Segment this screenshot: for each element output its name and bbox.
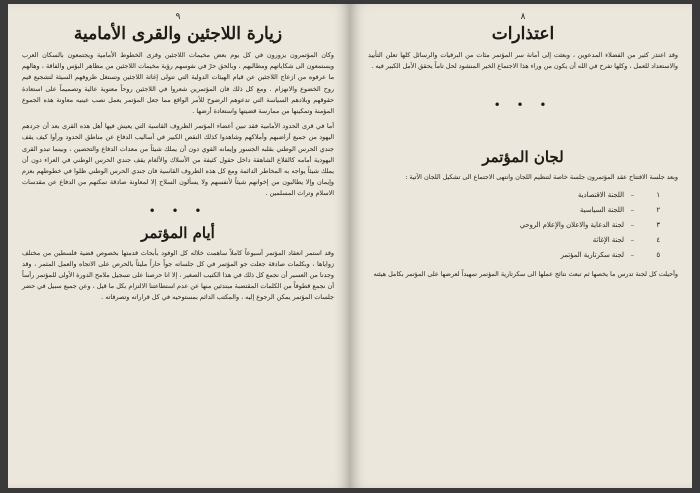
visit-title: زيارة اللاجئين والقرى الأمامية (73, 24, 283, 44)
page-number: ٩ (175, 12, 181, 22)
committees-outro: وأحيلت كل لجنة تدرس ما يخصها ثم تبعث نتائج عملها الى سكرتارية المؤتمر تمهيداً لعرضها على المؤتمر بكامل هيئته (373, 269, 678, 278)
days-paragraph: وقد استمر انعقاد المؤتمر أسبوعاً كاملاً ساهمت خلاله كل الوفود بأبحاث قدمتها بخصوص قضية فلسطين من مختلف زواياها ، وبكلمات صادقة جعلت جو المؤتمر في كل جلساته جواً حاراً مليئاً بالحرص على الاتجاه والعمل المثمر ، وقد وجدنا من العسير أن نجمع كل ذلك في هذا الكتيب الصغير ، إلا انا حرصنا على تسجيل ملامح الدورة الأولى للمؤتمر رأساً أن نجمع قطوفاً من الكلمات المقتضبة مبتدئين منها عن عدم استطاعتنا الالتزام بكل ما قيل ، وعن جميع سبيل في حضر جلسات المؤتمر يمكن الرجوع إليه ، والمكتب الدائم بمستوحيه في كل قراراته وتصرفاته . (22, 248, 334, 302)
page-number: ٨ (520, 12, 526, 22)
list-item: ٣ – لجنة الدعاية والاعلان والإعلام الروحي (519, 220, 660, 229)
apology-title: اعتذارات (491, 24, 555, 44)
visit-paragraph-1: وكان المؤتمرون يزورون في كل يوم بعض مخيمات اللاجئين وقرى الخطوط الأمامية ويجتمعون بالسكان العرب ويستمعون الى شكاياتهم ومطالبهم ، وبالحق حرّ في نفوسهم رؤية مخيمات اللاجئين من مظاهر البؤس والفاقة ، وهالهم ما عرفوه من ازعاج اللاجئين عن قيام الهيئات الدولية التي تتولى إغاثة اللاجئين وتستغل ظروفهم السيئة لتشجيع قيم روح الخضوع والانهزام . ومع كل ذلك فان المؤتمرين شعروا في اللاجئين روحاً معنوية عالية وتصميماً على استعادة حقوقهم وبلادهم السياسة التي تدعوهم الرضوخ للأمر الواقع مما جعل المؤتمر يعمل نصب عينيه معاونة هذه الجموع المؤمنة وتمكينها من ممارسة قضيتها واستعادة أرضها . (22, 51, 334, 116)
list-item: ٤ – لجنة الإغاثة (592, 235, 660, 244)
section-separator: • • • (148, 203, 208, 218)
days-title: أيام المؤتمر (141, 223, 215, 242)
committees-intro: وبعد جلسة الافتتاح عقد المؤتمرون جلسة خاصة لتنظيم اللجان وانتهى الاجتماع الى تشكيل اللجان الآتية : (405, 173, 678, 182)
book-spread (8, 4, 692, 488)
list-item: ٢ – اللجنة السياسية (580, 205, 660, 214)
list-item: ١ – اللجنة الاقتصادية (577, 190, 660, 199)
apology-paragraph: وقد اعتذر كثير من الفضلاء المدعوين ، وبعثت إلى أمانة سر المؤتمر مئات من البرقيات والرسائل كلها تعلن التأييد والاستعداد للعمل ، وكلها تفرح في الله أن يكون من وراء هذا الاجتماع الخير المنشود لحل تاماً يحقق الأمل الكبير فيه . (368, 51, 678, 71)
committees-title: لجان المؤتمر (482, 148, 564, 167)
page-right (350, 4, 692, 488)
visit-paragraph-2: أما في قرى الحدود الأمامية فقد تبين أعضاء المؤتمر الظروف القاسية التي يعيش فيها أهل هذه القرى بعد أن جردهم اليهود من جميع أراضيهم وأملاكهم وشاهدوا كذلك النقص الكبير في أساليب الدفاع عن مناطق الحدود ورأوا كيف يقف جندي الحرس الوطني بقلبه الجسور وإيمانه القوي دون أن يملك شيئاً من معدات الدفاع والتحصين ، وبينما تبدو القرى اليهودية أمامه كالقلاع الشاهقة داخل حقول كثيفة من الأسلاك والألغام يقف جندي الحرس الوطني في العراء دون أن يملك شيئاً يواجه به المخاطر الدائمة ومع كل هذه الظروف القاسية فان جندي الحرس الوطني ظلوا في خطوطهم بعزم وإيمان وإلا يطالبون من إخوانهم شيئاً لأنفسهم ولا يسألون السلاح إلا لمعاونة صادقة تمكنهم من الدفاع عن مقدسات الاسلام وتراث المسلمين . (22, 122, 334, 198)
page-left (8, 4, 350, 488)
section-separator: • • • (493, 98, 553, 113)
committees-list (368, 188, 678, 263)
list-item: ٥ – لجنة سكرتارية المؤتمر (560, 250, 660, 259)
